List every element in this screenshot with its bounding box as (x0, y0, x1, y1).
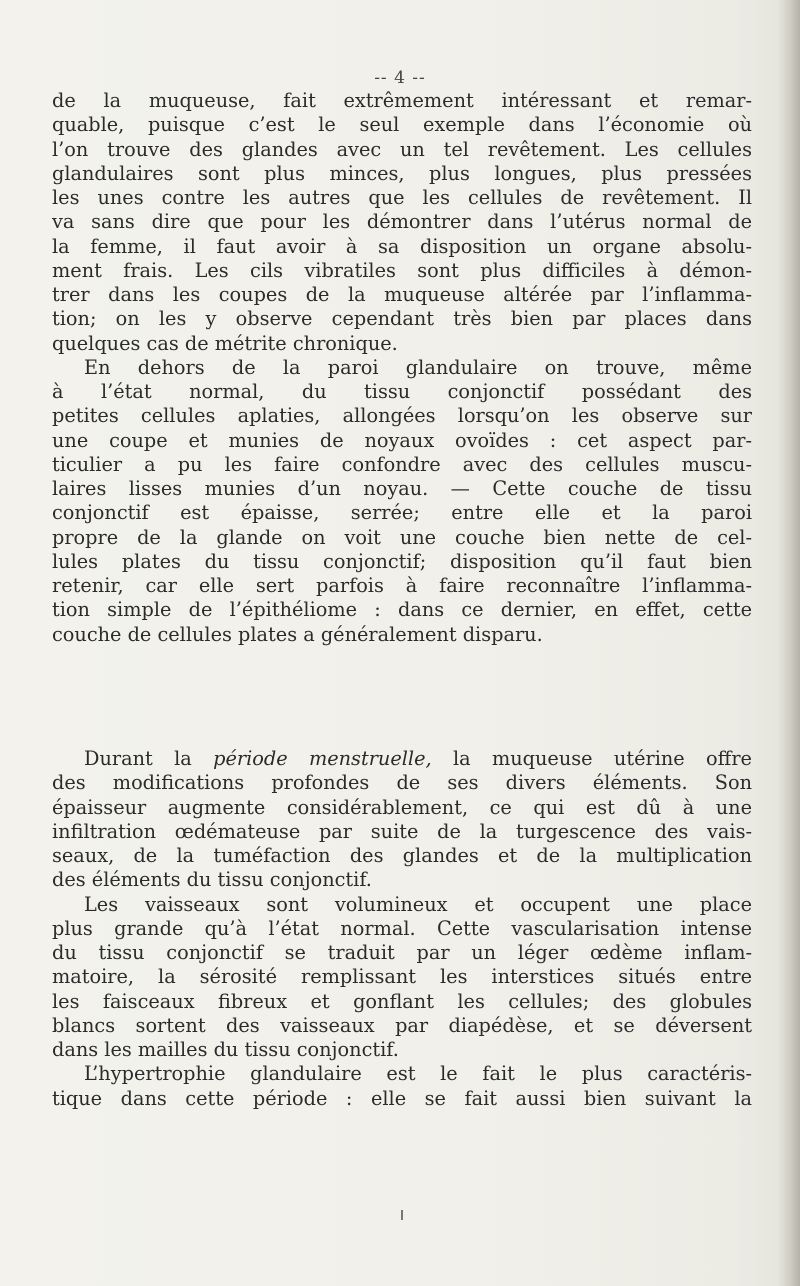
text-line: infiltration œdémateuse par suite de la turgescence des vais- (52, 819, 752, 843)
page-number: -- 4 -- (374, 68, 426, 88)
text-line: tion simple de l’épithéliome : dans ce dernier, en effet, cette (52, 598, 752, 622)
text-line: les faisceaux fibreux et gonflant les cellules; des globules (52, 989, 752, 1013)
text-line: Les vaisseaux sont volumineux et occupent une place (84, 892, 752, 916)
text-line: ment frais. Les cils vibratiles sont plus difficiles à démon- (52, 258, 752, 282)
text-line: l’on trouve des glandes avec un tel revêtement. Les cellules (52, 137, 752, 161)
text-line: quable, puisque c’est le seul exemple dans l’économie où (52, 113, 752, 137)
text-line: ticulier a pu les faire confondre avec des cellules muscu- (52, 452, 752, 476)
text-line: retenir, car elle sert parfois à faire reconnaître l’inflamma- (52, 574, 752, 597)
text-line: une coupe et munies de noyaux ovoïdes : cet aspect par- (52, 428, 752, 452)
text-line: du tissu conjonctif se traduit par un léger œdème inflam- (52, 941, 752, 964)
text-line: matoire, la sérosité remplissant les interstices situés entre (52, 965, 752, 989)
text-line: la femme, il faut avoir à sa disposition un organe absolu- (52, 234, 752, 258)
text-line: trer dans les coupes de la muqueuse altérée par l’inflamma- (52, 283, 752, 306)
text-line: L’hypertrophie glandulaire est le fait le plus caractéris- (84, 1062, 752, 1086)
intro-rest-text: la muqueuse utérine offre (452, 747, 752, 770)
text-line: des éléments du tissu conjonctif. (52, 868, 372, 892)
text-line: lules plates du tissu conjonctif; disposition qu’il faut bien (52, 549, 752, 573)
text-line: tique dans cette période : elle se fait aussi bien suivant la (52, 1086, 752, 1110)
text-line: tion; on les y observe cependant très bien par places dans (52, 307, 752, 331)
page-edge-shadow (778, 0, 800, 1286)
text-line: va sans dire que pour les démontrer dans l’utérus normal de (52, 210, 752, 234)
paragraph-menstrual-period (52, 747, 752, 1111)
text-line: petites cellules aplaties, allongées lorsqu’on les observe sur (52, 404, 752, 428)
text-line-intro (52, 747, 752, 771)
text-line: propre de la glande on voit une couche bien nette de cel- (52, 525, 752, 549)
intro-text: Durant la (84, 747, 192, 770)
text-line: couche de cellules plates a généralement disparu. (52, 622, 543, 646)
text-line: les unes contre les autres que les cellules de revêtement. Il (52, 186, 752, 209)
text-line: des modifications profondes de ses divers éléments. Son (52, 771, 752, 795)
text-line: plus grande qu’à l’état normal. Cette vascularisation intense (52, 916, 752, 940)
text-line: laires lisses munies d’un noyau. — Cette couche de tissu (52, 477, 752, 500)
text-line: quelques cas de métrite chronique. (52, 331, 398, 355)
text-line: En dehors de la paroi glandulaire on trouve, même (84, 355, 752, 379)
text-line: à l’état normal, du tissu conjonctif possédant des (52, 380, 752, 403)
italic-term: période menstruelle, (213, 747, 432, 770)
paragraph-glandular-wall (52, 89, 752, 647)
ink-speck (401, 1210, 403, 1220)
text-line: dans les mailles du tissu conjonctif. (52, 1038, 399, 1061)
text-line: épaisseur augmente considérablement, ce qui est dû à une (52, 795, 752, 819)
text-line: glandulaires sont plus minces, plus longues, plus pressées (52, 161, 752, 185)
text-line: seaux, de la tuméfaction des glandes et de la multiplication (52, 844, 752, 867)
text-line: blancs sortent des vaisseaux par diapédèse, et se déversent (52, 1013, 752, 1037)
text-line: conjonctif est épaisse, serrée; entre elle et la paroi (52, 501, 752, 525)
text-line: de la muqueuse, fait extrêmement intéressant et remar- (52, 89, 752, 112)
